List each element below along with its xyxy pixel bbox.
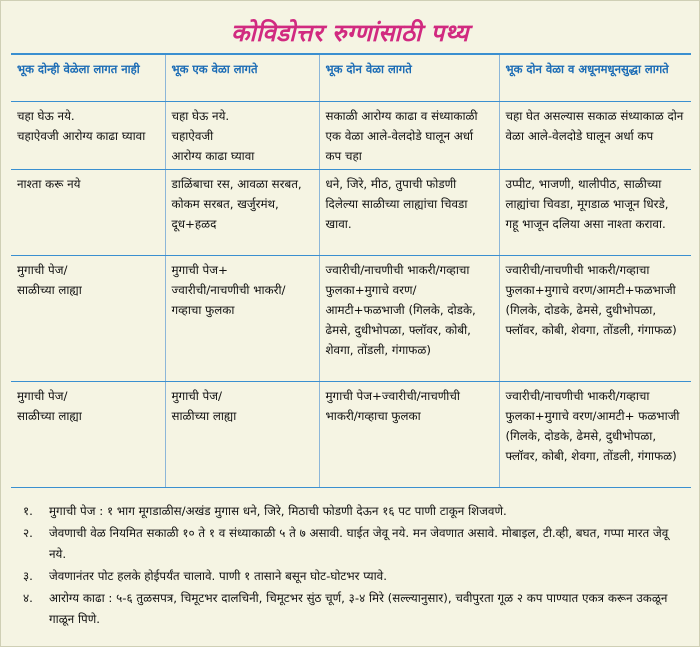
- column-header: भूक एक वेळा लागते: [165, 55, 319, 101]
- column-header: भूक दोन वेळा लागते: [319, 55, 499, 101]
- table-cell: मुगाची पेज/ साळीच्या लाह्या: [11, 255, 165, 381]
- column-header: भूक दोन वेळा व अधूनमधूनसुद्धा लागते: [499, 55, 691, 101]
- table-cell: मुगाची पेज/ साळीच्या लाह्या: [165, 381, 319, 487]
- table-header-row: [11, 55, 691, 101]
- table-cell: मुगाची पेज+ज्वारीची/नाचणीची भाकरी/गव्हाचा फुलका: [319, 381, 499, 487]
- table-cell: चहा घेऊ नये. चहाऐवजी आरोग्य काढा घ्यावा: [11, 101, 165, 169]
- table-cell: नाश्ता करू नये: [11, 169, 165, 255]
- title-bar: [11, 13, 689, 51]
- note-text: आरोग्य काढा : ५-६ तुळसपत्र, चिमूटभर दालचिनी, चिमूटभर सुंठ चूर्ण, ३-४ मिरे (सल्ल्यानुसार), चवीपुरता गूळ २ कप पाण्यात एकत्र करून उकळून गाळून पिणे.: [49, 591, 668, 626]
- note-item: [23, 501, 685, 522]
- note-text: जेवणानंतर पोट हलके होईपर्यंत चालावे. पाणी १ तासाने बसून घोट-घोटभर प्यावे.: [49, 569, 387, 583]
- note-number: ४.: [23, 591, 33, 605]
- note-number: ३.: [23, 569, 33, 583]
- note-number: २.: [23, 526, 33, 540]
- table-cell: ज्वारीची/नाचणीची भाकरी/गव्हाचा फुलका+मुगाचे वरण/आमटी+ फळभाजी (गिलके, दोडके, ढेमसे, दुधीभोपळा, फ्लॉवर, कोबी, शेवगा, तोंडली, गंगाफळ): [499, 381, 691, 487]
- table-cell: ज्वारीची/नाचणीची भाकरी/गव्हाचा फुलका+मुगाचे वरण/आमटी+फळभाजी (गिलके, दोडके, ढेमसे, दुधीभोपळा, फ्लॉवर, कोबी, शेवगा, तोंडली, गंगाफळ): [499, 255, 691, 381]
- notes-list: [23, 501, 685, 631]
- note-text: मुगाची पेज : १ भाग मूगडाळीस/अखंड मुगास धने, जिरे, मिठाची फोडणी देऊन १६ पट पाणी टाकून शिजवणे.: [49, 504, 507, 518]
- column-header: भूक दोन्ही वेळेला लागत नाही: [11, 55, 165, 101]
- note-item: [23, 523, 685, 565]
- table-cell: चहा घेत असल्यास सकाळ संध्याकाळ दोन वेळा आले-वेलदोडे घालून अर्धा कप: [499, 101, 691, 169]
- table-cell: मुगाची पेज+ ज्वारीची/नाचणीची भाकरी/गव्हाचा फुलका: [165, 255, 319, 381]
- table-cell: ज्वारीची/नाचणीची भाकरी/गव्हाचा फुलका+मुगाचे वरण/आमटी+फळभाजी (गिलके, दोडके, ढेमसे, दुधीभोपळा, फ्लॉवर, कोबी, शेवगा, तोंडली, गंगाफळ): [319, 255, 499, 381]
- table-row: [11, 169, 691, 255]
- table-row: [11, 101, 691, 169]
- table-cell: मुगाची पेज/ साळीच्या लाह्या: [11, 381, 165, 487]
- table-cell: धने, जिरे, मीठ, तुपाची फोडणी दिलेल्या साळीच्या लाह्यांचा चिवडा खावा.: [319, 169, 499, 255]
- note-item: [23, 588, 685, 630]
- note-item: [23, 566, 685, 587]
- table-row: [11, 255, 691, 381]
- table-cell: चहा घेऊ नये. चहाऐवजी आरोग्य काढा घ्यावा: [165, 101, 319, 169]
- table-cell: सकाळी आरोग्य काढा व संध्याकाळी एक वेळा आले-वेलदोडे घालून अर्धा कप चहा: [319, 101, 499, 169]
- note-text: जेवणाची वेळ नियमित सकाळी १० ते १ व संध्याकाळी ५ ते ७ असावी. घाईत जेवू नये. मन जेवणात असावे. मोबाइल, टी.व्ही, बघत, गप्पा मारत जेवू नये.: [49, 526, 669, 561]
- table-row: [11, 381, 691, 487]
- table-cell: डाळिंबाचा रस, आवळा सरबत, कोकम सरबत, खर्जुरमंथ, दूध+हळद: [165, 169, 319, 255]
- note-number: १.: [23, 504, 33, 518]
- table-cell: उप्पीट, भाजणी, थालीपीठ, साळीच्या लाह्यांचा चिवडा, मूगडाळ भाजून धिरडे, गहू भाजून दलिया असा नाश्ता करावा.: [499, 169, 691, 255]
- diet-table: [11, 55, 691, 488]
- page-title: कोविडोत्तर रुग्णांसाठी पथ्य: [231, 17, 469, 47]
